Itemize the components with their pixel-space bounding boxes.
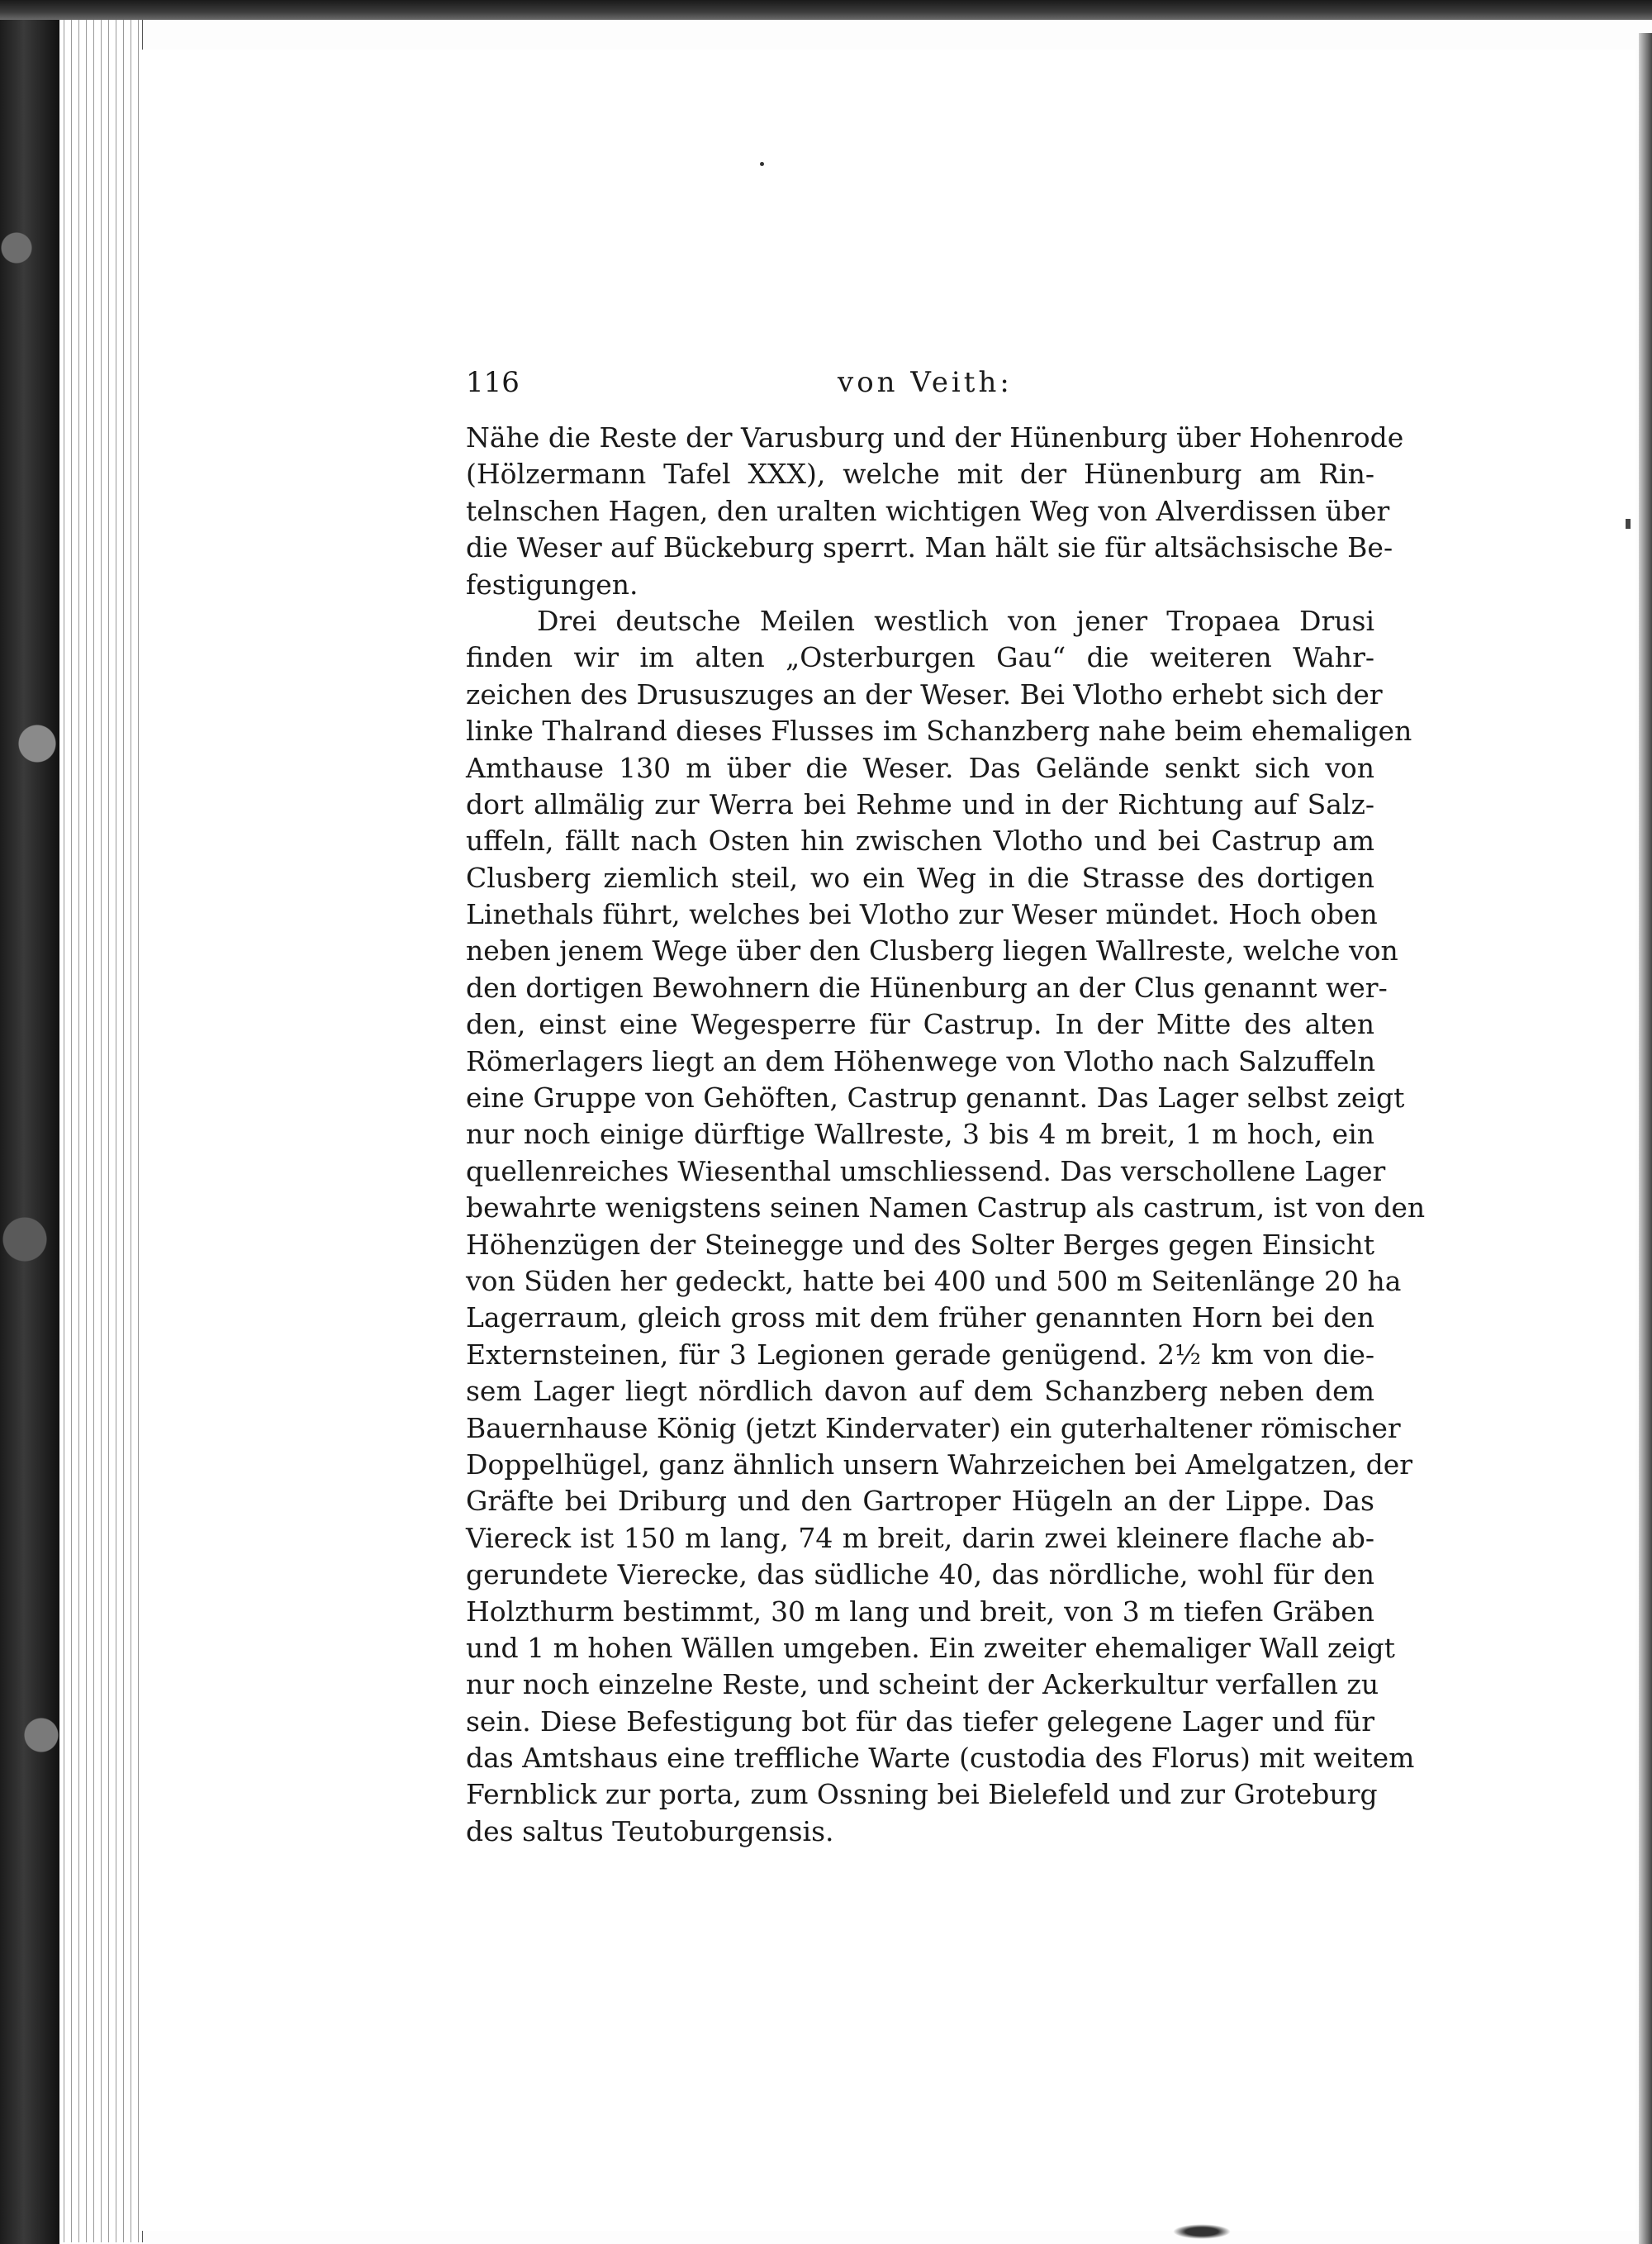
scan-top-edge [0, 0, 1652, 20]
text-line: zeichen des Drususzuges an der Weser. Bei Vlotho erhebt sich der [466, 677, 1383, 711]
body-text [466, 420, 1426, 1850]
text-line: telnschen Hagen, den uralten wichtigen Weg von Alverdissen über [466, 494, 1390, 527]
text-line: von Süden her gedeckt, hatte bei 400 und 500 m Seitenlänge 20 ha [466, 1264, 1402, 1297]
text-line: dort allmälig zur Werra bei Rehme und in der Richtung auf Salz- [466, 787, 1374, 820]
text-line: Gräfte bei Driburg und den Gartroper Hügeln an der Lippe. Das [466, 1485, 1374, 1518]
page-edges [59, 20, 143, 2242]
scan-right-edge [1639, 33, 1652, 2244]
running-title: von Veith: [838, 366, 1013, 399]
text-line: Holzthurm bestimmt, 30 m lang und breit, von 3 m tiefen Gräben [466, 1595, 1374, 1628]
ink-speck [760, 162, 764, 166]
text-line: und 1 m hohen Wällen umgeben. Ein zweiter ehemaliger Wall zeigt [466, 1631, 1395, 1664]
text-line: bewahrte wenigstens seinen Namen Castrup als castrum, ist von den [466, 1191, 1426, 1224]
text-line: Römerlagers liegt an dem Höhenwege von Vlotho nach Salzuffeln [466, 1044, 1376, 1077]
text-line: Viereck ist 150 m lang, 74 m breit, darin zwei kleinere flache ab- [466, 1521, 1374, 1554]
page-number: 116 [466, 366, 520, 399]
text-line: Nähe die Reste der Varusburg und der Hünenburg über Hohenrode [466, 421, 1404, 454]
text-line: (Hölzermann Tafel XXX), welche mit der Hünenburg am Rin- [466, 458, 1374, 491]
text-line: Clusberg ziemlich steil, wo ein Weg in die Strasse des dortigen [466, 861, 1374, 894]
text-line: nur noch einzelne Reste, und scheint der Ackerkultur verfallen zu [466, 1668, 1379, 1701]
text-line: des saltus Teutoburgensis. [466, 1814, 834, 1847]
text-line: Linethals führt, welches bei Vlotho zur Weser mündet. Hoch oben [466, 898, 1378, 931]
text-line: den, einst eine Wegesperre für Castrup. In der Mitte des alten [466, 1008, 1374, 1041]
text-line: eine Gruppe von Gehöften, Castrup genannt. Das Lager selbst zeigt [466, 1082, 1405, 1115]
text-line: linke Thalrand dieses Flusses im Schanzberg nahe beim ehemaligen [466, 715, 1412, 748]
text-line: den dortigen Bewohnern die Hünenburg an der Clus genannt wer- [466, 971, 1388, 1004]
text-line: das Amtshaus eine treffliche Warte (custodia des Florus) mit weitem [466, 1742, 1415, 1775]
text-line: Höhenzügen der Steinegge und des Solter Berges gegen Einsicht [466, 1228, 1374, 1261]
bottom-smudge [1173, 2224, 1231, 2239]
text-line: finden wir im alten „Osterburgen Gau“ die weiteren Wahr- [466, 641, 1374, 674]
text-line: Bauernhause König (jetzt Kindervater) ein guterhaltener römischer [466, 1411, 1401, 1444]
text-line: quellenreiches Wiesenthal umschliessend. Das verschollene Lager [466, 1154, 1386, 1187]
margin-mark [1626, 519, 1631, 529]
text-line: Externsteinen, für 3 Legionen gerade genügend. 2½ km von die- [466, 1338, 1374, 1371]
text-line: sem Lager liegt nördlich davon auf dem Schanzberg neben dem [466, 1375, 1374, 1408]
text-line: Amthause 130 m über die Weser. Das Gelände senkt sich von [466, 751, 1374, 784]
text-line: sein. Diese Befestigung bot für das tiefer gelegene Lager und für [466, 1704, 1374, 1738]
text-line: Doppelhügel, ganz ähnlich unsern Wahrzeichen bei Amelgatzen, der [466, 1448, 1413, 1481]
text-line: festigungen. [466, 568, 638, 601]
book-binding [0, 0, 59, 2244]
text-line: Drei deutsche Meilen westlich von jener Tropaea Drusi [537, 604, 1374, 637]
text-line: gerundete Vierecke, das südliche 40, das nördliche, wohl für den [466, 1558, 1374, 1591]
text-line: nur noch einige dürftige Wallreste, 3 bis 4 m breit, 1 m hoch, ein [466, 1118, 1374, 1151]
text-line: neben jenem Wege über den Clusberg liegen Wallreste, welche von [466, 934, 1398, 967]
text-line: uffeln, fällt nach Osten hin zwischen Vlotho und bei Castrup am [466, 825, 1374, 858]
text-line: Lagerraum, gleich gross mit dem früher genannten Horn bei den [466, 1301, 1374, 1334]
text-line: Fernblick zur porta, zum Ossning bei Bielefeld und zur Groteburg [466, 1778, 1378, 1811]
page-header [466, 366, 1374, 407]
text-line: die Weser auf Bückeburg sperrt. Man hält sie für altsächsische Be- [466, 531, 1393, 564]
